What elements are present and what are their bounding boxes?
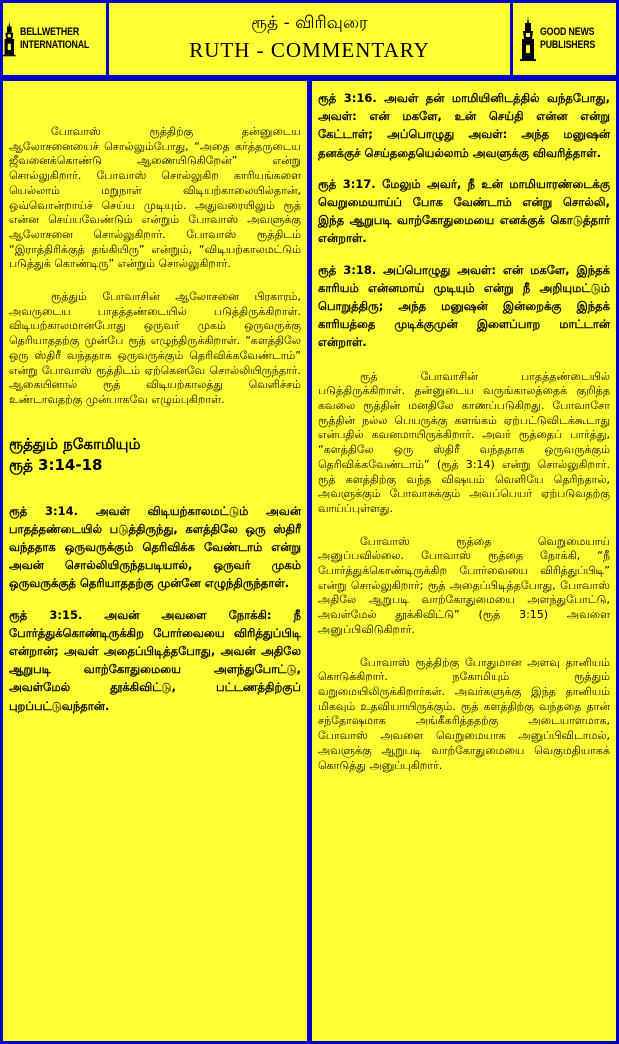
commentary-paragraph: போவாஸ் ரூத்திற்கு தன்னுடைய ஆலோசனையைச் சொல்லும்போது, “அதை கர்த்தருடைய ஜீவனைக்கொண்டு ஆணையிடுகிறேன்” என்று சொல்லுகிறார். போவாஸ் சொல்லுகிற காரியங்களை யெல்லாம் மறுநாள் விடியற்காலையில்தான், ஒவ்வொன்றாய்ச் செய்ய முடியும். அதுவரையிலும் ரூத் என்ன செய்யவேண்டும் என்றும் போவாஸ் அவளுக்கு ஆலோசனை சொல்லுகிறார். போவாஸ் ரூத்திடம் “இராத்திரிக்குத் தங்கியிரு” என்றும், “விடியற்காலமட்டும் படுத்துக் கொண்டிரு” என்றும் சொல்லுகிறார். — [9, 125, 301, 271]
commentary-paragraph: போவாஸ் ரூத்தை வெறுமையாய் அனுப்பவில்லை. போவாஸ் ரூத்தை நோக்கி, “நீ போர்த்துக்கொண்டிருக்கிற போர்வையை விரித்துப்பிடி” என்று சொல்லுகிறார்; ரூத் அதைப்பிடித்தபோது, போவாஸ் அதிலே ஆறுபடி வாற்கோதுமையை அளந்துபோட்டு, அவள்மேல் தூக்கிவிட்டு” (ரூத் 3:15) அவளை அனுப்பிவிடுகிறார். — [318, 534, 610, 636]
left-column — [3, 81, 307, 1041]
page-title-box — [109, 3, 510, 75]
scripture-verse: ரூத் 3:14. அவள் விடியற்காலமட்டும் அவன் பாதத்தண்டையில் படுத்திருந்து, களத்திலே ஒரு ஸ்திரீ வந்ததாக ஒருவருக்கும் தெரிவிக்க வேண்டாம் என்று அவன் சொல்லியிருந்தபடியால், ஒருவர் முகம் ஒருவருக்குத் தெரியாததற்கு முன்னே எழுந்திருந்தாள். — [9, 503, 301, 591]
section-heading: ரூத்தும் நகோமியும் — [9, 434, 141, 453]
bell-tower-icon — [520, 17, 536, 61]
left-logo-line1: BELLWETHER — [19, 26, 79, 38]
title-english: RUTH - COMMENTARY — [189, 38, 430, 62]
bellwether-logo — [3, 3, 106, 75]
title-tamil: ரூத் - விரிவுரை — [251, 13, 368, 33]
right-logo-line1: GOOD NEWS — [540, 26, 595, 38]
right-column — [312, 81, 616, 1041]
scripture-verse: ரூத் 3:17. மேலும் அவர், நீ உன் மாமியாரண்டைக்கு வெறுமையாய்ப் போக வேண்டாம் என்று சொல்லி, இந்த ஆறுபடி வாற்கோதுமையை எனக்குக் கொடுத்தார் என்றாள். — [318, 176, 610, 246]
bell-tower-icon — [3, 17, 16, 61]
commentary-paragraph: ரூத் போவாசின் பாதத்தண்டையில் படுத்திருக்கிறாள். தன்னுடைய வருங்காலத்தைக் குறித்த கவலை ரூத்தின் மனதிலே காணப்படுகிறது. போவாசோ ரூத்தின் நல்ல பெயருக்கு களங்கம் ஏற்பட்டுவிடக்கூடாது என்பதில் கவனமாயிருக்கிறார். அவர் ரூத்தைப் பார்த்து, “களத்திலே ஒரு ஸ்திரீ வந்ததாக ஒருவருக்கும் தெரிவிக்கவேண்டாம்” (ரூத் 3:14) என்று சொல்லுகிறார். ரூத் களத்திற்கு வந்த விஷயம் வெளியே தெரிந்தால், அவளுக்கும் போவாசுக்கும் அவப்பெயர் ஏற்படுவதற்கு வாய்ப்புள்ளது. — [318, 369, 610, 515]
good-news-logo — [513, 3, 616, 75]
commentary-paragraph: ரூத்தும் போவாசின் ஆலோசனை பிரகாரம், அவருடைய பாதத்தண்டையில் படுத்திருக்கிறாள். விடியற்காலமானபோது ஒருவர் முகம் ஒருவருக்கு தெரியாததற்கு முன்பே ரூத் எழுந்திருக்கிறாள். “களத்திலே ஒரு ஸ்திரீ வந்ததாக ஒருவருக்கும் தெரிவிக்கவேண்டாம்” என்று போவாஸ் ரூத்திடம் ஏற்கெனவே சொல்லியிருந்தார். ஆகையினால் ரூத் விடியற்காலத்து வெளிச்சம் உண்டாவதற்கு முன்பாகவே எழும்புகிறாள். — [9, 290, 301, 406]
commentary-paragraph: போவாஸ் ரூத்திற்கு போதுமான அளவு தானியம் கொடுக்கிறார். நகோமியும் ரூத்தும் வறுமையிலிருக்கிறார்கள். அவர்களுக்கு இந்த தானியம் மிகவும் உதவியாயிருக்கும். ரூத் களத்திற்கு வந்ததை தான் சந்தோஷமாக அங்கீகரித்ததற்கு அடையாளமாக, போவாஸ் அவளை வெறுமையாக அனுப்பிவிடாமல், அவளுக்கு ஆறுபடி வாற்கோதுமையை வெகுமதியாகக் கொடுத்து அனுப்புகிறார். — [318, 655, 610, 772]
scripture-verse: ரூத் 3:18. அப்பொழுது அவள்: என் மகளே, இந்தக் காரியம் என்னமாய் முடியும் என்று நீ அறியுமட்டும் பொறுத்திரு; அந்த மனுஷன் இன்றைக்கு இந்தக் காரியத்தை முடிக்குமுன் இளைப்பாற மாட்டான் என்றாள். — [318, 262, 610, 350]
right-logo-line2: PUBLISHERS — [540, 39, 596, 51]
scripture-verse: ரூத் 3:16. அவள் தன் மாமியினிடத்தில் வந்தபோது, அவள்: என் மகளே, உன் செய்தி என்ன என்று கேட்டாள்; அப்பொழுது அவள்: அந்த மனுஷன் தனக்குச் செய்ததையெல்லாம் அவளுக்கு விவரித்தாள். — [318, 91, 610, 160]
scripture-verse: ரூத் 3:15. அவன் அவளை நோக்கி: நீ போர்த்துக்கொண்டிருக்கிற போர்வையை விரித்துப்பிடி என்றான்; அவள் அதைப்பிடித்தபோது, அவன் அதிலே ஆறுபடி வாற்கோதுமையை அளந்துபோட்டு, அவள்மேல் தூக்கிவிட்டு, பட்டணத்திற்குப் புறப்பட்டுவந்தான். — [9, 607, 301, 713]
left-logo-line2: INTERNATIONAL — [19, 39, 89, 51]
section-reference: ரூத் 3:14-18 — [9, 455, 103, 474]
